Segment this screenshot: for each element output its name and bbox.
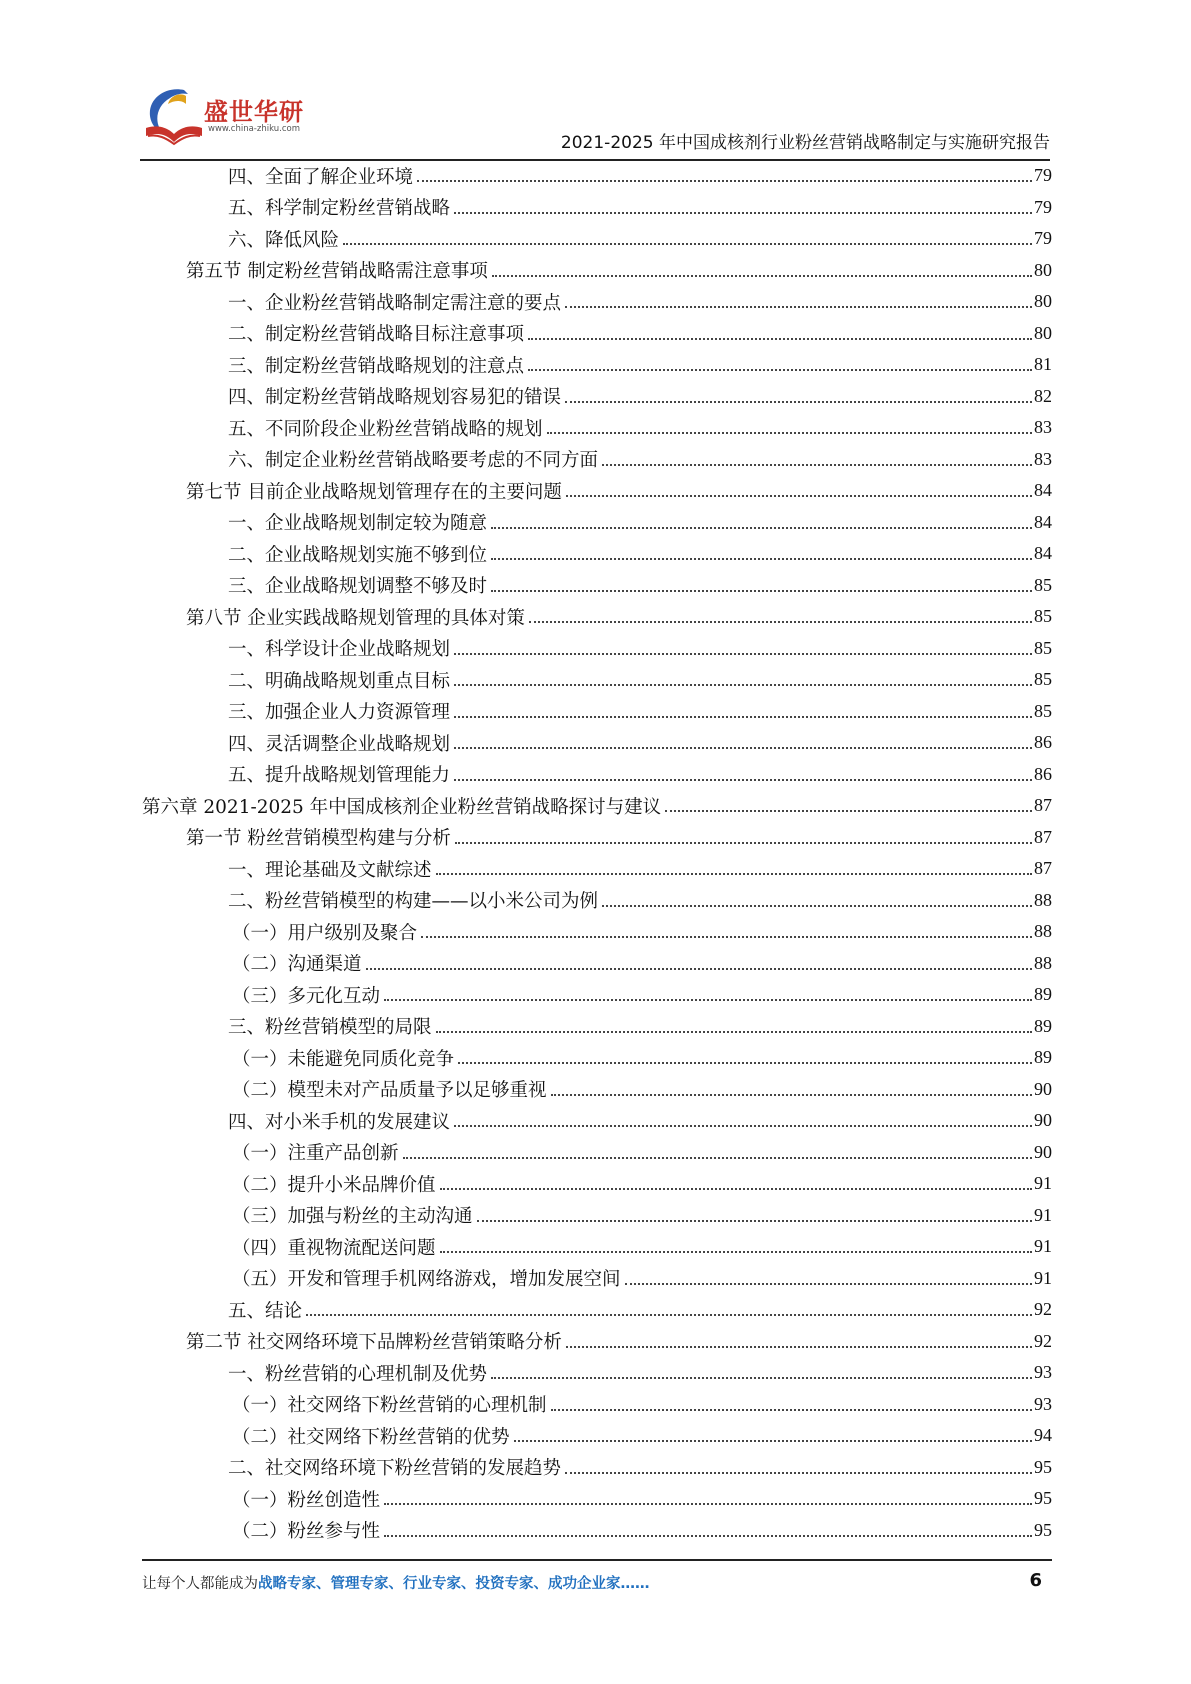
toc-entry[interactable] xyxy=(142,223,1052,255)
toc-leader-dots xyxy=(384,1502,1032,1505)
toc-entry-title: （二）沟通渠道 xyxy=(232,950,366,976)
toc-entry-page: 90 xyxy=(1034,1110,1052,1131)
toc-leader-dots xyxy=(514,1439,1032,1442)
logo-url: www.china-zhiku.com xyxy=(208,124,300,134)
toc-entry[interactable] xyxy=(142,916,1052,948)
toc-leader-dots xyxy=(625,1282,1032,1285)
toc-entry-title: 一、企业粉丝营销战略制定需注意的要点 xyxy=(228,289,565,315)
toc-entry[interactable] xyxy=(142,255,1052,287)
toc-entry[interactable] xyxy=(142,318,1052,350)
footer-divider xyxy=(142,1559,1052,1561)
toc-entry[interactable] xyxy=(142,1483,1052,1515)
toc-entry[interactable] xyxy=(142,601,1052,633)
toc-entry-title: 第五节 制定粉丝营销战略需注意事项 xyxy=(186,257,492,283)
toc-entry-page: 91 xyxy=(1034,1267,1052,1288)
toc-entry-title: 四、全面了解企业环境 xyxy=(228,163,417,189)
toc-leader-dots xyxy=(421,935,1032,938)
toc-entry-page: 93 xyxy=(1034,1362,1052,1383)
toc-entry-page: 91 xyxy=(1034,1236,1052,1257)
toc-leader-dots xyxy=(551,1093,1032,1096)
toc-entry-page: 84 xyxy=(1034,543,1052,564)
toc-entry-page: 82 xyxy=(1034,385,1052,406)
toc-entry[interactable] xyxy=(142,853,1052,885)
toc-leader-dots xyxy=(436,872,1032,875)
toc-entry[interactable] xyxy=(142,381,1052,413)
toc-entry-title: （二）模型未对产品质量予以足够重视 xyxy=(232,1076,551,1102)
toc-entry-page: 85 xyxy=(1034,637,1052,658)
toc-entry-title: 六、降低风险 xyxy=(228,226,343,252)
toc-leader-dots xyxy=(528,368,1032,371)
toc-leader-dots xyxy=(454,1124,1032,1127)
toc-leader-dots xyxy=(454,778,1032,781)
toc-entry-page: 94 xyxy=(1034,1425,1052,1446)
toc-entry-title: 六、制定企业粉丝营销战略要考虑的不同方面 xyxy=(228,446,602,472)
toc-entry[interactable] xyxy=(142,1294,1052,1326)
toc-entry-title: 四、灵活调整企业战略规划 xyxy=(228,730,454,756)
toc-entry-page: 80 xyxy=(1034,259,1052,280)
toc-entry-page: 89 xyxy=(1034,1015,1052,1036)
page-number: 6 xyxy=(1029,1570,1042,1591)
toc-entry[interactable] xyxy=(142,1200,1052,1232)
page-footer xyxy=(142,1572,1052,1602)
toc-entry-title: （一）社交网络下粉丝营销的心理机制 xyxy=(232,1391,551,1417)
toc-entry-title: 五、不同阶段企业粉丝营销战略的规划 xyxy=(228,415,547,441)
toc-leader-dots xyxy=(491,1376,1032,1379)
toc-entry-title: （一）未能避免同质化竞争 xyxy=(232,1045,458,1071)
toc-entry-page: 91 xyxy=(1034,1204,1052,1225)
toc-leader-dots xyxy=(529,620,1032,623)
toc-entry-title: （三）加强与粉丝的主动沟通 xyxy=(232,1202,477,1228)
toc-leader-dots xyxy=(491,589,1032,592)
toc-entry-page: 95 xyxy=(1034,1456,1052,1477)
toc-entry-title: （三）多元化互动 xyxy=(232,982,384,1008)
toc-leader-dots xyxy=(454,211,1032,214)
toc-leader-dots xyxy=(436,1030,1032,1033)
toc-entry[interactable] xyxy=(142,1168,1052,1200)
toc-entry[interactable] xyxy=(142,444,1052,476)
toc-entry[interactable] xyxy=(142,412,1052,444)
toc-entry-title: 第七节 目前企业战略规划管理存在的主要问题 xyxy=(186,478,566,504)
toc-entry-title: 五、科学制定粉丝营销战略 xyxy=(228,194,454,220)
toc-entry-title: （二）社交网络下粉丝营销的优势 xyxy=(232,1423,514,1449)
toc-leader-dots xyxy=(566,494,1032,497)
toc-entry[interactable] xyxy=(142,1231,1052,1263)
toc-entry-page: 87 xyxy=(1034,795,1052,816)
toc-entry-title: （二）粉丝参与性 xyxy=(232,1517,384,1543)
toc-entry-title: 三、制定粉丝营销战略规划的注意点 xyxy=(228,352,528,378)
toc-leader-dots xyxy=(477,1219,1032,1222)
toc-entry[interactable] xyxy=(142,192,1052,224)
toc-entry-title: 第二节 社交网络环境下品牌粉丝营销策略分析 xyxy=(186,1328,566,1354)
toc-entry[interactable] xyxy=(142,507,1052,539)
toc-leader-dots xyxy=(366,967,1032,970)
toc-entry-title: 三、加强企业人力资源管理 xyxy=(228,698,454,724)
toc-entry-title: 第一节 粉丝营销模型构建与分析 xyxy=(186,824,455,850)
toc-entry[interactable] xyxy=(142,1137,1052,1169)
toc-leader-dots xyxy=(492,274,1032,277)
toc-leader-dots xyxy=(440,1187,1032,1190)
toc-entry-title: 三、粉丝营销模型的局限 xyxy=(228,1013,436,1039)
toc-entry[interactable] xyxy=(142,286,1052,318)
toc-entry-title: （二）提升小米品牌价值 xyxy=(232,1171,440,1197)
toc-entry-title: 一、理论基础及文献综述 xyxy=(228,856,436,882)
toc-entry-title: 四、制定粉丝营销战略规划容易犯的错误 xyxy=(228,383,565,409)
toc-entry[interactable] xyxy=(142,160,1052,192)
toc-entry-title: 五、提升战略规划管理能力 xyxy=(228,761,454,787)
toc-entry-title: 三、企业战略规划调整不够及时 xyxy=(228,572,491,598)
toc-leader-dots xyxy=(455,841,1032,844)
toc-entry[interactable] xyxy=(142,475,1052,507)
toc-entry[interactable] xyxy=(142,1357,1052,1389)
toc-entry-page: 93 xyxy=(1034,1393,1052,1414)
toc-leader-dots xyxy=(602,904,1032,907)
toc-entry[interactable] xyxy=(142,759,1052,791)
toc-entry-title: （一）注重产品创新 xyxy=(232,1139,403,1165)
toc-leader-dots xyxy=(454,683,1032,686)
toc-entry-title: 第六章 2021-2025 年中国成核剂企业粉丝营销战略探讨与建议 xyxy=(142,793,665,819)
toc-entry[interactable] xyxy=(142,727,1052,759)
toc-entry-page: 85 xyxy=(1034,574,1052,595)
footer-slogan xyxy=(142,1572,650,1593)
slogan-highlight: 战略专家、管理专家、行业专家、投资专家、成功企业家…… xyxy=(258,1576,650,1592)
toc-leader-dots xyxy=(565,305,1032,308)
logo-text: 盛世华研 xyxy=(204,98,304,126)
toc-entry[interactable] xyxy=(142,570,1052,602)
toc-entry[interactable] xyxy=(142,1105,1052,1137)
toc-leader-dots xyxy=(403,1156,1032,1159)
toc-entry-page: 88 xyxy=(1034,889,1052,910)
toc-entry[interactable] xyxy=(142,1452,1052,1484)
toc-entry[interactable] xyxy=(142,885,1052,917)
toc-entry[interactable] xyxy=(142,948,1052,980)
toc-leader-dots xyxy=(547,431,1032,434)
toc-entry-title: （一）用户级别及聚合 xyxy=(232,919,421,945)
toc-entry-title: 一、科学设计企业战略规划 xyxy=(228,635,454,661)
toc-entry[interactable] xyxy=(142,1420,1052,1452)
toc-leader-dots xyxy=(454,652,1032,655)
toc-leader-dots xyxy=(384,1534,1032,1537)
toc-entry-title: 二、明确战略规划重点目标 xyxy=(228,667,454,693)
toc-entry-title: 五、结论 xyxy=(228,1297,306,1323)
toc-entry-page: 83 xyxy=(1034,448,1052,469)
toc-entry-title: 四、对小米手机的发展建议 xyxy=(228,1108,454,1134)
toc-entry[interactable] xyxy=(142,633,1052,665)
toc-entry-page: 84 xyxy=(1034,480,1052,501)
toc-leader-dots xyxy=(491,526,1032,529)
toc-entry[interactable] xyxy=(142,1515,1052,1547)
toc-entry-page: 85 xyxy=(1034,700,1052,721)
logo-emblem-icon xyxy=(140,84,206,146)
toc-leader-dots xyxy=(440,1250,1032,1253)
toc-entry-page: 89 xyxy=(1034,984,1052,1005)
toc-leader-dots xyxy=(528,337,1032,340)
toc-leader-dots xyxy=(566,1345,1032,1348)
toc-leader-dots xyxy=(417,179,1032,182)
toc-entry[interactable] xyxy=(142,979,1052,1011)
toc-entry-page: 88 xyxy=(1034,952,1052,973)
toc-entry-title: 第八节 企业实践战略规划管理的具体对策 xyxy=(186,604,529,630)
toc-entry[interactable] xyxy=(142,1042,1052,1074)
toc-leader-dots xyxy=(602,463,1032,466)
toc-entry[interactable] xyxy=(142,696,1052,728)
toc-entry[interactable] xyxy=(142,664,1052,696)
toc-entry-page: 85 xyxy=(1034,669,1052,690)
toc-entry-page: 86 xyxy=(1034,763,1052,784)
toc-entry-page: 83 xyxy=(1034,417,1052,438)
toc-entry[interactable] xyxy=(142,790,1052,822)
toc-entry[interactable] xyxy=(142,822,1052,854)
toc-entry-page: 81 xyxy=(1034,354,1052,375)
toc-entry-title: （一）粉丝创造性 xyxy=(232,1486,384,1512)
toc-entry-title: 二、粉丝营销模型的构建——以小米公司为例 xyxy=(228,887,602,913)
toc-leader-dots xyxy=(458,1061,1032,1064)
toc-entry-title: （五）开发和管理手机网络游戏，增加发展空间 xyxy=(232,1265,625,1291)
toc-entry-page: 91 xyxy=(1034,1173,1052,1194)
company-logo xyxy=(140,80,310,150)
toc-entry-page: 84 xyxy=(1034,511,1052,532)
report-title: 2021-2025 年中国成核剂行业粉丝营销战略制定与实施研究报告 xyxy=(560,133,1050,153)
toc-entry-page: 79 xyxy=(1034,196,1052,217)
toc-entry-page: 87 xyxy=(1034,858,1052,879)
toc-entry-title: 一、粉丝营销的心理机制及优势 xyxy=(228,1360,491,1386)
toc-entry-page: 79 xyxy=(1034,228,1052,249)
toc-leader-dots xyxy=(306,1313,1032,1316)
table-of-contents xyxy=(142,160,1052,1546)
toc-entry-page: 80 xyxy=(1034,322,1052,343)
toc-entry[interactable] xyxy=(142,1389,1052,1421)
slogan-prefix: 让每个人都能成为 xyxy=(142,1576,258,1592)
toc-entry-page: 88 xyxy=(1034,921,1052,942)
toc-entry-page: 95 xyxy=(1034,1519,1052,1540)
toc-entry-page: 92 xyxy=(1034,1330,1052,1351)
toc-leader-dots xyxy=(565,1471,1032,1474)
toc-leader-dots xyxy=(343,242,1032,245)
toc-entry-page: 79 xyxy=(1034,165,1052,186)
toc-leader-dots xyxy=(384,998,1032,1001)
toc-entry[interactable] xyxy=(142,349,1052,381)
toc-leader-dots xyxy=(491,557,1032,560)
toc-leader-dots xyxy=(454,715,1032,718)
toc-entry-page: 86 xyxy=(1034,732,1052,753)
page-header xyxy=(140,80,1050,162)
toc-leader-dots xyxy=(454,746,1032,749)
toc-entry[interactable] xyxy=(142,1011,1052,1043)
toc-entry-page: 89 xyxy=(1034,1047,1052,1068)
toc-entry-page: 90 xyxy=(1034,1078,1052,1099)
toc-leader-dots xyxy=(551,1408,1032,1411)
toc-entry-page: 90 xyxy=(1034,1141,1052,1162)
toc-entry[interactable] xyxy=(142,1263,1052,1295)
toc-leader-dots xyxy=(665,809,1032,812)
toc-entry-title: （四）重视物流配送问题 xyxy=(232,1234,440,1260)
toc-entry-title: 一、企业战略规划制定较为随意 xyxy=(228,509,491,535)
toc-entry[interactable] xyxy=(142,538,1052,570)
toc-entry-title: 二、社交网络环境下粉丝营销的发展趋势 xyxy=(228,1454,565,1480)
toc-entry-page: 95 xyxy=(1034,1488,1052,1509)
toc-entry-page: 80 xyxy=(1034,291,1052,312)
toc-leader-dots xyxy=(565,400,1032,403)
toc-entry-title: 二、企业战略规划实施不够到位 xyxy=(228,541,491,567)
toc-entry-page: 92 xyxy=(1034,1299,1052,1320)
toc-entry-page: 85 xyxy=(1034,606,1052,627)
toc-entry-title: 二、制定粉丝营销战略目标注意事项 xyxy=(228,320,528,346)
toc-entry[interactable] xyxy=(142,1326,1052,1358)
toc-entry-page: 87 xyxy=(1034,826,1052,847)
toc-entry[interactable] xyxy=(142,1074,1052,1106)
